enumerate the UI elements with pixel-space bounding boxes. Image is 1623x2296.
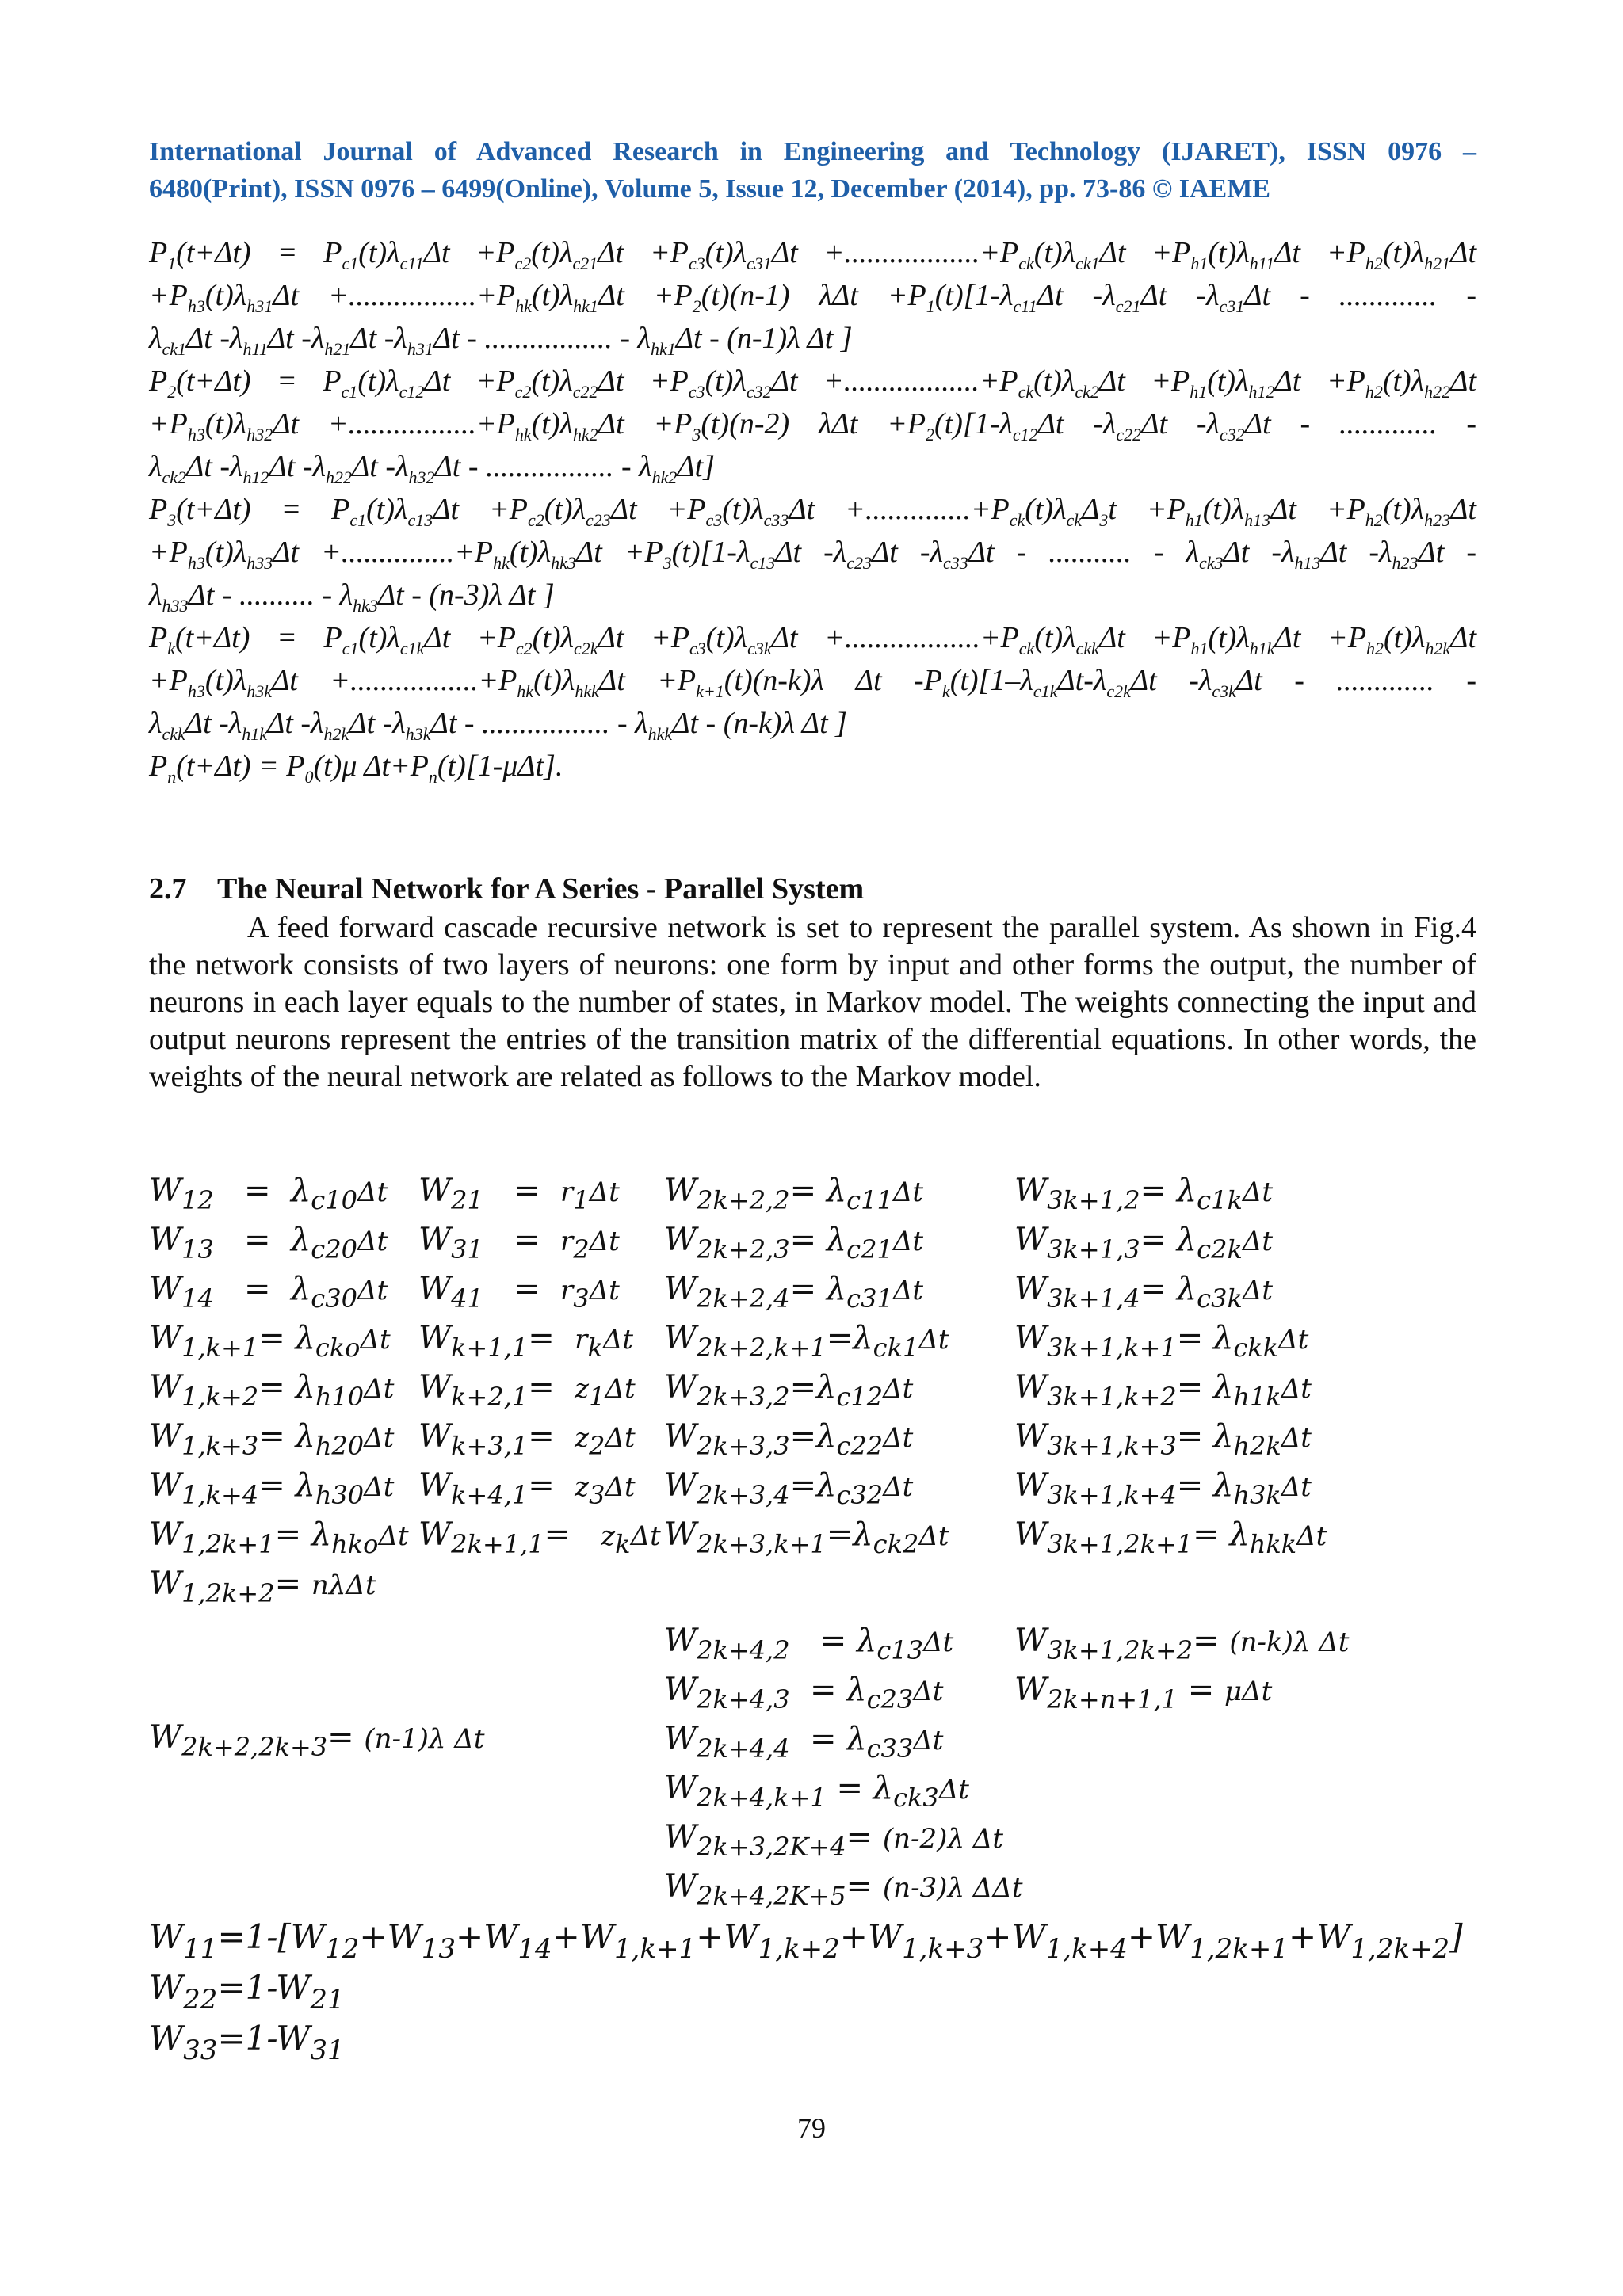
weight-eq: $W_{3k+1,2k+1}= \lambda_{hkk}\Delta t$ <box>1014 1516 1327 1559</box>
equation-line: $+P_{h3}(t)\lambda_{h32}\Delta t +.................+P_{hk}(t)\lambda_{hk2}\Delta t +P_3(t)(n-2)$ $\lambda\Delta t +P_2(t)[1-\lambda_{c12}\Delta t$ $-\lambda_{c22}\Delta t$ $-\lambda_{c32}\Delta t$ - ............. - <box>149 407 1476 444</box>
page-number: 79 <box>797 2112 826 2144</box>
weight-eq: $W_{2k+n+1,1} = \mu\Delta t$ <box>1014 1672 1273 1714</box>
weight-eq: $W_{k+4,1}= z_3\Delta t$ <box>418 1467 636 1510</box>
weight-eq: $W_{1,2k+1}= \lambda_{hko}\Delta t$ <box>149 1516 409 1559</box>
weight-eq: $W_{2k+3,2}=\lambda_{c12}\Delta t$ <box>664 1369 914 1412</box>
markov-equations <box>149 231 1476 788</box>
weight-eq: $W_{21} = r_1\Delta t$ <box>418 1173 620 1215</box>
equation-line: $\lambda_{ck1}\Delta t$ $-\lambda_{h11}\Delta t$ $-\lambda_{h21}\Delta t$ $-\lambda_{h31}\Delta t$ - ................. - $\lambda_{hk1}\Delta t - (n-1)\lambda$ Δt ] <box>149 322 853 359</box>
weight-eq-w33: $W_{33}=1-W_{31}$ <box>149 2019 345 2066</box>
equation-line: $\lambda_{ckk}\Delta t$ $-\lambda_{h1k}\Delta t$ $-\lambda_{h2k}\Delta t$ $-\lambda_{h3k}\Delta t$ - ................. - $\lambda_{hkk}\Delta t - (n-k)\lambda$ Δt ] <box>149 707 847 744</box>
weight-eq: $W_{2k+2,3}= \lambda_{c21}\Delta t$ <box>664 1222 924 1264</box>
weight-eq: $W_{1,k+2}= \lambda_{h10}\Delta t$ <box>149 1369 395 1412</box>
journal-header <box>149 133 1476 208</box>
weight-eq: $W_{2k+2,k+1}=\lambda_{ck1}\Delta t$ <box>664 1320 949 1363</box>
weight-eq: $W_{1,k+1}= \lambda_{cko}\Delta t$ <box>149 1320 391 1363</box>
weight-eq: $W_{2k+4,2} = \lambda_{c13}\Delta t$ <box>664 1623 954 1665</box>
equation-line: $P_k(t+\Delta t) = P_{c1}(t)\lambda_{c1k}\Delta t +P_{c2}(t)\lambda_{c2k}\Delta t +P_{c3}(t)\lambda_{c3k}\Delta t +..................+P_{ck}(t)\lambda_{ckk}\Delta t +P_{h1}(t)\lambda_{h1k}\Delta t +P_{h2}(t)\lambda_{h2k}\Delta t$ <box>149 621 1477 658</box>
equation-line: $P_3(t+\Delta t) = P_{c1}(t)\lambda_{c13}\Delta t +P_{c2}(t)\lambda_{c23}\Delta t +P_{c3}(t)\lambda_{c33}\Delta t +..............+P_{ck}(t)\lambda_{ck}\Delta_3t +P_{h1}(t)\lambda_{h13}\Delta t +P_{h2}(t)\lambda_{h23}\Delta t$ <box>149 493 1476 530</box>
equation-line: $P_2(t+\Delta t) = P_{c1}(t)\lambda_{c12}\Delta t +P_{c2}(t)\lambda_{c22}\Delta t +P_{c3}(t)\lambda_{c32}\Delta t +..................+P_{ck}(t)\lambda_{ck2}\Delta t +P_{h1}(t)\lambda_{h12}\Delta t +P_{h2}(t)\lambda_{h22}\Delta t$ <box>149 364 1477 402</box>
weight-eq-w22: $W_{22}=1-W_{21}$ <box>149 1968 345 2016</box>
equation-line: $+P_{h3}(t)\lambda_{h33}\Delta t +...............+P_{hk}(t)\lambda_{hk3}\Delta t +P_3(t)[1-\lambda_{c13}\Delta t$ $-\lambda_{c23}\Delta t$ $-\lambda_{c33}\Delta t$ - ........... - $\lambda_{ck3}\Delta t$ $-\lambda_{h13}\Delta t$ $-\lambda_{h23}\Delta t$ - <box>149 536 1476 573</box>
journal-header-line1: International Journal of Advanced Research in Engineering and Technology (IJARET), ISSN 0976 – <box>149 137 1476 166</box>
equation-line: $\lambda_{ck2}\Delta t$ $-\lambda_{h12}\Delta t$ $-\lambda_{h22}\Delta t$ $-\lambda_{h32}\Delta t$ - ................. - $\lambda_{hk2}\Delta t$] <box>149 450 716 487</box>
weight-eq: $W_{2k+3,k+1}=\lambda_{ck2}\Delta t$ <box>664 1516 949 1559</box>
weight-eq: $W_{k+1,1}= r_k\Delta t$ <box>418 1320 634 1363</box>
equation-line: $+P_{h3}(t)\lambda_{h3k}\Delta t +.................+P_{hk}(t)\lambda_{hkk}\Delta t +P_{k+1}(t)(n-k)\lambda$ Δt $-P_k(t)[1-\lambda_{c1k}\Delta t-\lambda_{c2k}\Delta t$ $-\lambda_{c3k}\Delta t$ - ............. - <box>149 664 1476 701</box>
weight-eq: $W_{3k+1,4}= \lambda_{c3k}\Delta t$ <box>1014 1271 1274 1314</box>
weight-eq-w11: $W_{11}=1-[W_{12}+W_{13}+W_{14}+W_{1,k+1}+W_{1,k+2}+W_{1,k+3}+W_{1,k+4}+W_{1,2k+1}+W_{1,2k+2}]$ <box>149 1917 1463 1965</box>
equation-line: $\lambda_{h33}\Delta t$ - .......... - $\lambda_{hk3}\Delta t - (n-3)\lambda$ Δt ] <box>149 578 555 616</box>
section-number: 2.7 <box>149 872 187 906</box>
weight-eq: $W_{2k+4,k+1} = \lambda_{ck3}\Delta t$ <box>664 1770 969 1813</box>
weight-eq: $W_{3k+1,k+3}= \lambda_{h2k}\Delta t$ <box>1014 1418 1312 1461</box>
weight-eq: $W_{2k+3,3}=\lambda_{c22}\Delta t$ <box>664 1418 914 1461</box>
weight-eq: $W_{k+3,1}= z_2\Delta t$ <box>418 1418 636 1461</box>
weight-eq: $W_{12} = \lambda_{c10}\Delta t$ <box>149 1173 388 1215</box>
weight-eq: $W_{2k+4,4} = \lambda_{c33}\Delta t$ <box>664 1721 944 1764</box>
weight-eq: $W_{3k+1,3}= \lambda_{c2k}\Delta t$ <box>1014 1222 1274 1264</box>
weight-eq: $W_{1,k+3}= \lambda_{h20}\Delta t$ <box>149 1418 395 1461</box>
weight-eq: $W_{2k+1,1}= z_k\Delta t$ <box>418 1516 661 1559</box>
weight-eq: $W_{2k+4,2K+5}= (n-3)\lambda$ ΔΔt <box>664 1868 1023 1911</box>
section-title: The Neural Network for A Series - Parallel System <box>217 872 865 906</box>
section-heading <box>149 871 864 906</box>
weight-eq: $W_{2k+3,2K+4}= (n-2)\lambda$ Δt <box>664 1819 1004 1862</box>
equation-line: $+P_{h3}(t)\lambda_{h31}\Delta t +.................+P_{hk}(t)\lambda_{hk1}\Delta t +P_2(t)(n-1)$ $\lambda\Delta t +P_1(t)[1-\lambda_{c11}\Delta t$ $-\lambda_{c21}\Delta t$ $-\lambda_{c31}\Delta t$ - ............. - <box>149 279 1476 316</box>
equation-line: $P_1(t+\Delta t) = P_{c1}(t)\lambda_{c11}\Delta t +P_{c2}(t)\lambda_{c21}\Delta t +P_{c3}(t)\lambda_{c31}\Delta t +..................+P_{ck}(t)\lambda_{ck1}\Delta t +P_{h1}(t)\lambda_{h11}\Delta t +P_{h2}(t)\lambda_{h21}\Delta t$ <box>149 236 1477 273</box>
weight-eq: $W_{2k+3,4}=\lambda_{c32}\Delta t$ <box>664 1467 914 1510</box>
weight-eq: $W_{3k+1,k+4}= \lambda_{h3k}\Delta t$ <box>1014 1467 1312 1510</box>
journal-header-line2: 6480(Print), ISSN 0976 – 6499(Online), Volume 5, Issue 12, December (2014), pp. 73-86 © IAEME <box>149 174 1271 204</box>
weight-eq: $W_{13} = \lambda_{c20}\Delta t$ <box>149 1222 388 1264</box>
weight-eq: $W_{2k+2,2}= \lambda_{c11}\Delta t$ <box>664 1173 924 1215</box>
weight-eq: $W_{41} = r_3\Delta t$ <box>418 1271 620 1314</box>
weight-eq: $W_{3k+1,2k+2}= (n-k)\lambda$ Δt <box>1014 1623 1350 1665</box>
weight-eq: $W_{3k+1,k+2}= \lambda_{h1k}\Delta t$ <box>1014 1369 1312 1412</box>
weight-eq: $W_{3k+1,2}= \lambda_{c1k}\Delta t$ <box>1014 1173 1274 1215</box>
paragraph-text: A feed forward cascade recursive network is set to represent the parallel system. As shown in Fig.4 the network consists of two layers of neurons: one form by input and other forms the output, the number of neurons in each layer equals to the number of states, in Markov model. The weights connecting the input and output neurons represent the entries of the transition matrix of the differential equations. In other words, the weights of the neural network are related as follows to the Markov model. <box>149 911 1476 1093</box>
weight-eq: $W_{2k+2,2k+3}= (n-1)\lambda$ Δt <box>149 1719 485 1762</box>
section-paragraph <box>149 910 1476 1096</box>
weight-eq: $W_{2k+2,4}= \lambda_{c31}\Delta t$ <box>664 1271 924 1314</box>
weight-eq: $W_{1,k+4}= \lambda_{h30}\Delta t$ <box>149 1467 395 1510</box>
weight-eq: $W_{31} = r_2\Delta t$ <box>418 1222 620 1264</box>
weight-eq: $W_{1,2k+2}= n\lambda\Delta t$ <box>149 1566 376 1608</box>
weight-eq: $W_{2k+4,3} = \lambda_{c23}\Delta t$ <box>664 1672 944 1714</box>
weight-eq: $W_{14} = \lambda_{c30}\Delta t$ <box>149 1271 388 1314</box>
equation-line: $P_n(t+\Delta t) = P_0(t)\mu$ $\Delta t+P_n(t)[1-\mu\Delta t]$. <box>149 749 563 787</box>
weight-eq: $W_{k+2,1}= z_1\Delta t$ <box>418 1369 636 1412</box>
weight-eq: $W_{3k+1,k+1}= \lambda_{ckk}\Delta t$ <box>1014 1320 1309 1363</box>
